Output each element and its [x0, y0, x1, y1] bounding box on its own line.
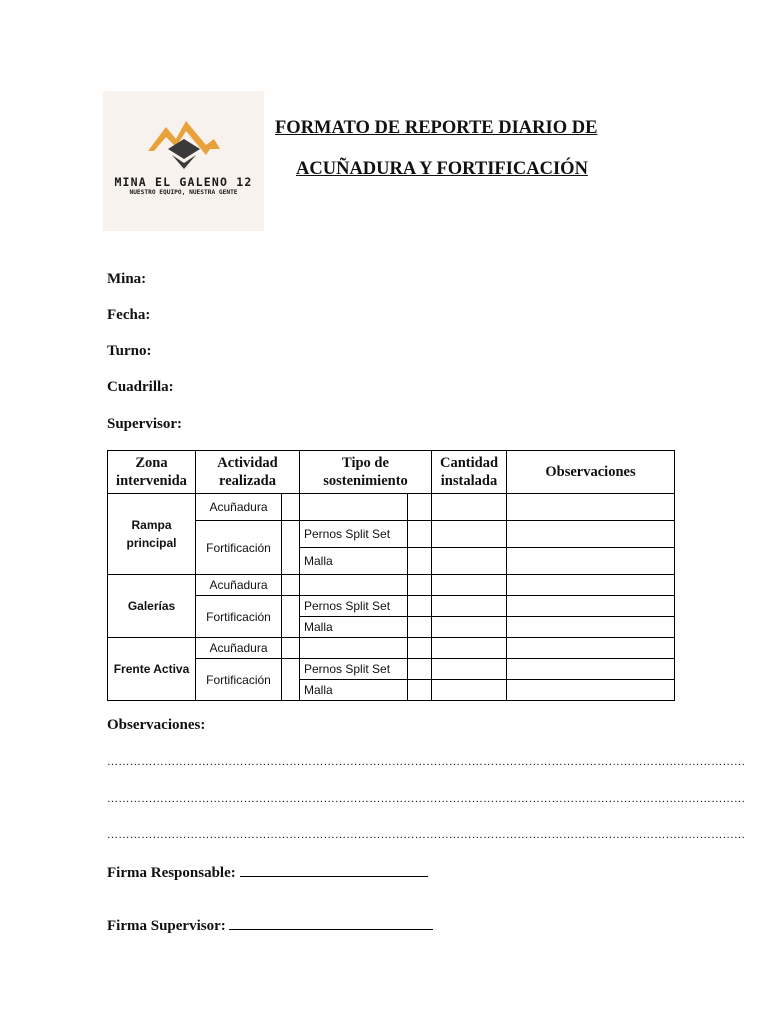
header-observaciones: Observaciones: [507, 451, 675, 494]
header-tipo: Tipo de sostenimiento: [300, 451, 432, 494]
tipo-cell: Pernos Split Set: [300, 596, 408, 617]
field-fecha: Fecha:: [107, 307, 151, 323]
field-turno: Turno:: [107, 343, 152, 359]
field-supervisor: Supervisor:: [107, 416, 182, 432]
tipo-cell: Malla: [300, 680, 408, 701]
report-table: [107, 450, 675, 701]
check-cell[interactable]: [408, 521, 432, 548]
check-cell[interactable]: [282, 638, 300, 659]
tipo-cell: Malla: [300, 548, 408, 575]
observacion-cell[interactable]: [507, 617, 675, 638]
table-row: [108, 638, 675, 659]
cantidad-cell[interactable]: [432, 617, 507, 638]
cantidad-cell[interactable]: [432, 596, 507, 617]
firma-supervisor: [107, 915, 433, 935]
zone-cell: Rampa principal: [108, 494, 196, 575]
check-cell[interactable]: [282, 659, 300, 701]
title-line-2: ACUÑADURA Y FORTIFICACIÓN: [296, 159, 588, 179]
observacion-cell[interactable]: [507, 638, 675, 659]
table-row: [108, 575, 675, 596]
observacion-cell[interactable]: [507, 596, 675, 617]
activity-cell: Acuñadura: [196, 638, 282, 659]
header-zona: Zona intervenida: [108, 451, 196, 494]
firma-responsable-label: Firma Responsable:: [107, 865, 236, 881]
activity-cell: Fortificación: [196, 521, 282, 575]
check-cell[interactable]: [408, 680, 432, 701]
table-row: [108, 494, 675, 521]
observaciones-line-1[interactable]: ……………………………………………………………………………………………………………………………………………………: [107, 756, 746, 768]
header-actividad: Actividad realizada: [196, 451, 300, 494]
tipo-cell: Malla: [300, 617, 408, 638]
logo-motto: NUESTRO EQUIPO, NUESTRA GENTE: [129, 189, 238, 196]
check-cell[interactable]: [408, 659, 432, 680]
cantidad-cell[interactable]: [432, 521, 507, 548]
observaciones-line-2[interactable]: ……………………………………………………………………………………………………………………………………………………: [107, 793, 746, 805]
observaciones-line-3[interactable]: ……………………………………………………………………………………………………………………………………………………: [107, 829, 746, 841]
check-cell[interactable]: [408, 494, 432, 521]
tipo-cell: [300, 494, 408, 521]
mountain-logo-icon: [148, 119, 220, 171]
firma-supervisor-label: Firma Supervisor:: [107, 918, 226, 934]
activity-cell: Acuñadura: [196, 575, 282, 596]
field-cuadrilla: Cuadrilla:: [107, 379, 174, 395]
cantidad-cell[interactable]: [432, 494, 507, 521]
cantidad-cell[interactable]: [432, 548, 507, 575]
observacion-cell[interactable]: [507, 575, 675, 596]
tipo-cell: [300, 638, 408, 659]
check-cell[interactable]: [282, 494, 300, 521]
check-cell[interactable]: [282, 596, 300, 638]
firma-responsable: [107, 862, 428, 882]
activity-cell: Acuñadura: [196, 494, 282, 521]
check-cell[interactable]: [408, 575, 432, 596]
field-mina: Mina:: [107, 271, 147, 287]
check-cell[interactable]: [408, 638, 432, 659]
cantidad-cell[interactable]: [432, 638, 507, 659]
cantidad-cell[interactable]: [432, 575, 507, 596]
observacion-cell[interactable]: [507, 494, 675, 521]
tipo-cell: Pernos Split Set: [300, 659, 408, 680]
observacion-cell[interactable]: [507, 521, 675, 548]
tipo-cell: Pernos Split Set: [300, 521, 408, 548]
check-cell[interactable]: [408, 548, 432, 575]
header-cantidad: Cantidad instalada: [432, 451, 507, 494]
zone-cell: Galerías: [108, 575, 196, 638]
table-header-row: [108, 451, 675, 494]
cantidad-cell[interactable]: [432, 659, 507, 680]
check-cell[interactable]: [408, 617, 432, 638]
firma-responsable-line[interactable]: [240, 862, 428, 877]
title-line-1: FORMATO DE REPORTE DIARIO DE: [275, 118, 598, 138]
firma-supervisor-line[interactable]: [229, 915, 433, 930]
tipo-cell: [300, 575, 408, 596]
observaciones-label: Observaciones:: [107, 717, 206, 733]
observacion-cell[interactable]: [507, 548, 675, 575]
observacion-cell[interactable]: [507, 680, 675, 701]
zone-cell: Frente Activa: [108, 638, 196, 701]
activity-cell: Fortificación: [196, 659, 282, 701]
check-cell[interactable]: [408, 596, 432, 617]
observacion-cell[interactable]: [507, 659, 675, 680]
mine-logo: [103, 91, 264, 231]
cantidad-cell[interactable]: [432, 680, 507, 701]
check-cell[interactable]: [282, 575, 300, 596]
activity-cell: Fortificación: [196, 596, 282, 638]
logo-name: MINA EL GALENO 12: [114, 175, 253, 189]
check-cell[interactable]: [282, 521, 300, 575]
